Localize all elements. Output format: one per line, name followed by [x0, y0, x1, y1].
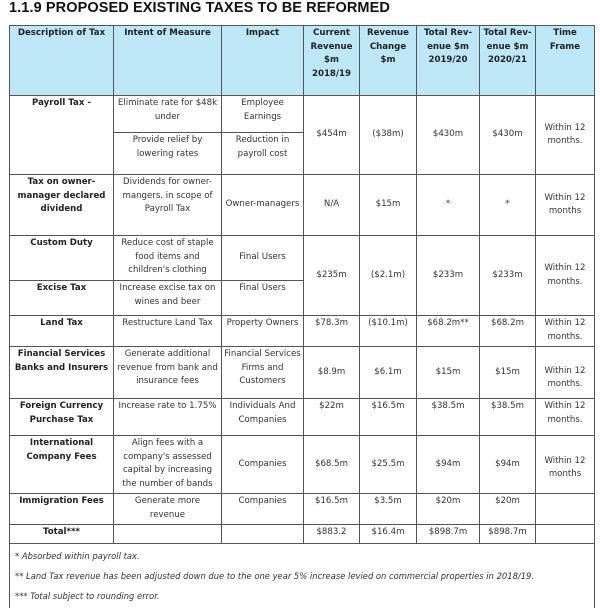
- header-row: [10, 26, 595, 96]
- row-impact: Owner-managers: [222, 175, 304, 236]
- row-change: ($2.1m): [360, 236, 417, 316]
- row-change: $15m: [360, 175, 417, 236]
- total-row: [10, 525, 595, 544]
- row-2019-20: $233m: [417, 236, 480, 316]
- row-change: ($38m): [360, 96, 417, 175]
- row-time: Within 12 months.: [536, 347, 595, 399]
- header-impact: Impact: [222, 26, 304, 96]
- total-intent-empty: [114, 525, 222, 544]
- row-intent: Provide relief by lowering rates: [114, 133, 222, 175]
- row-intent: Restructure Land Tax: [114, 316, 222, 347]
- row-2020-21: $20m: [480, 494, 536, 525]
- footnote: ** Land Tax revenue has been adjusted down due to the one year 5% increase levied on commercial properties in 2018/19.: [15, 566, 589, 586]
- total-2019-20: $898.7m: [417, 525, 480, 544]
- row-impact: Companies: [222, 436, 304, 494]
- total-impact-empty: [222, 525, 304, 544]
- row-description: Custom Duty: [10, 236, 114, 281]
- table-row: [10, 96, 595, 133]
- header-total-2020-21: Total Rev-enue $m 2020/21: [480, 26, 536, 96]
- header-time-frame: Time Frame: [536, 26, 595, 96]
- table-row: [10, 175, 595, 236]
- total-change: $16.4m: [360, 525, 417, 544]
- row-description: Land Tax: [10, 316, 114, 347]
- row-intent: Generate additional revenue from bank and insurance fees: [114, 347, 222, 399]
- row-intent: Eliminate rate for $48k under: [114, 96, 222, 133]
- row-time: Within 12 months: [536, 436, 595, 494]
- row-impact: Property Owners: [222, 316, 304, 347]
- row-intent: Generate more revenue: [114, 494, 222, 525]
- footnote: * Absorbed within payroll tax.: [15, 546, 589, 566]
- row-time: Within 12 months.: [536, 316, 595, 347]
- row-time: Within 12 months.: [536, 399, 595, 436]
- row-time: Within 12 months.: [536, 236, 595, 316]
- row-current: $235m: [304, 236, 360, 316]
- total-current: $883.2: [304, 525, 360, 544]
- total-label: Total***: [10, 525, 114, 544]
- notes-row: [10, 544, 595, 608]
- header-total-2019-20: Total Rev-enue $m 2019/20: [417, 26, 480, 96]
- row-impact: Final Users: [222, 281, 304, 316]
- row-change: ($10.1m): [360, 316, 417, 347]
- table-row: [10, 399, 595, 436]
- row-time: [536, 494, 595, 525]
- total-2020-21: $898.7m: [480, 525, 536, 544]
- row-current: $68.5m: [304, 436, 360, 494]
- row-intent: Increase excise tax on wines and beer: [114, 281, 222, 316]
- row-description: Financial Services Banks and Insurers: [10, 347, 114, 399]
- table-row: [10, 236, 595, 281]
- row-impact: Final Users: [222, 236, 304, 281]
- row-impact: Financial Services Firms and Customers: [222, 347, 304, 399]
- table-row: [10, 494, 595, 525]
- taxes-table: [9, 25, 595, 608]
- table-row: [10, 347, 595, 399]
- section-title: 1.1.9 PROPOSED EXISTING TAXES TO BE REFORMED: [9, 0, 390, 16]
- row-current: $78.3m: [304, 316, 360, 347]
- header-current-revenue: Current Revenue $m 2018/19: [304, 26, 360, 96]
- row-2020-21: $233m: [480, 236, 536, 316]
- table-row: [10, 316, 595, 347]
- row-2019-20: $38.5m: [417, 399, 480, 436]
- header-intent: Intent of Measure: [114, 26, 222, 96]
- row-2020-21: $68.2m: [480, 316, 536, 347]
- row-description: Excise Tax: [10, 281, 114, 316]
- row-time: Within 12 months: [536, 175, 595, 236]
- row-current: $16.5m: [304, 494, 360, 525]
- row-impact: Individuals And Companies: [222, 399, 304, 436]
- row-2020-21: *: [480, 175, 536, 236]
- row-intent: Increase rate to 1.75%: [114, 399, 222, 436]
- header-revenue-change: Revenue Change $m: [360, 26, 417, 96]
- total-time-empty: [536, 525, 595, 544]
- row-change: $3.5m: [360, 494, 417, 525]
- row-current: N/A: [304, 175, 360, 236]
- row-intent: Reduce cost of staple food items and children's clothing: [114, 236, 222, 281]
- row-2019-20: $20m: [417, 494, 480, 525]
- row-description: Immigration Fees: [10, 494, 114, 525]
- row-2020-21: $15m: [480, 347, 536, 399]
- row-intent: Dividends for owner-mangers. in scope of Payroll Tax: [114, 175, 222, 236]
- row-description: Foreign Currency Purchase Tax: [10, 399, 114, 436]
- row-time: Within 12 months.: [536, 96, 595, 175]
- row-impact: Reduction in payroll cost: [222, 133, 304, 175]
- row-2019-20: $68.2m**: [417, 316, 480, 347]
- row-2019-20: *: [417, 175, 480, 236]
- footnotes: [10, 544, 595, 608]
- row-2019-20: $15m: [417, 347, 480, 399]
- row-change: $25.5m: [360, 436, 417, 494]
- row-2019-20: $430m: [417, 96, 480, 175]
- row-intent: Align fees with a company's assessed capital by increasing the number of bands: [114, 436, 222, 494]
- row-2020-21: $94m: [480, 436, 536, 494]
- row-change: $16.5m: [360, 399, 417, 436]
- row-current: $454m: [304, 96, 360, 175]
- row-impact: Companies: [222, 494, 304, 525]
- row-2019-20: $94m: [417, 436, 480, 494]
- row-change: $6.1m: [360, 347, 417, 399]
- row-impact: Employee Earnings: [222, 96, 304, 133]
- row-current: $22m: [304, 399, 360, 436]
- row-description: International Company Fees: [10, 436, 114, 494]
- row-2020-21: $38.5m: [480, 399, 536, 436]
- row-current: $8.9m: [304, 347, 360, 399]
- table-row: [10, 436, 595, 494]
- row-description: Payroll Tax -: [10, 96, 114, 175]
- row-description: Tax on owner-manager declared dividend: [10, 175, 114, 236]
- header-description: Description of Tax: [10, 26, 114, 96]
- row-2020-21: $430m: [480, 96, 536, 175]
- footnote: *** Total subject to rounding error.: [15, 586, 589, 606]
